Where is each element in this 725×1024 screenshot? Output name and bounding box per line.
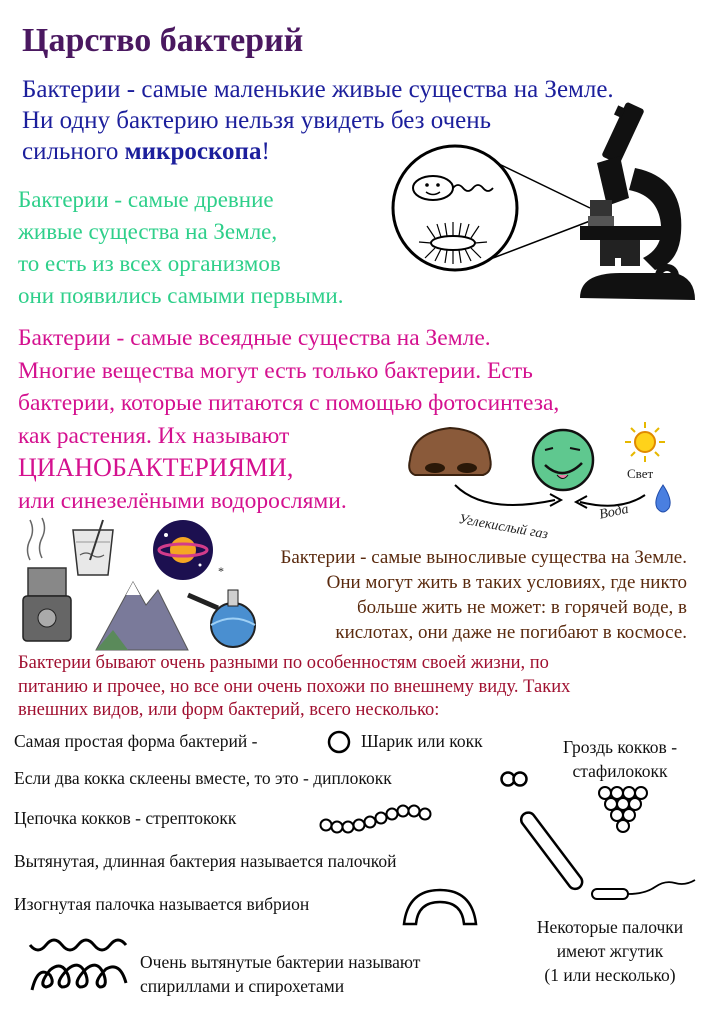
streptococcus-icon xyxy=(318,800,438,835)
photosynthesis-illustration xyxy=(405,420,705,535)
flagellated-rod-icon xyxy=(590,875,700,905)
microscope-illustration xyxy=(385,108,715,313)
ancient-line: они появились самыми первыми. xyxy=(18,283,344,308)
hardy-line: Бактерии - самые выносливые существа на Земле. xyxy=(280,547,687,568)
hardy-text xyxy=(280,545,687,645)
rod-bacterium-icon xyxy=(488,812,563,892)
staphylococcus-label-line-1: Гроздь кокков - xyxy=(562,737,678,757)
boiling-pot-icon xyxy=(23,518,71,641)
nose-icon xyxy=(409,428,491,475)
forms-intro-text xyxy=(18,652,570,723)
intro-line-1: Бактерии - самые маленькие живые существа на Земле. xyxy=(22,76,614,103)
planet-icon xyxy=(153,520,224,580)
svg-text:*: * xyxy=(218,564,224,578)
flagellum-label-line-2: имеют жгутик xyxy=(556,941,664,961)
spirilla-label xyxy=(140,950,420,998)
microscope-word: микроскопа xyxy=(124,138,262,165)
omnivore-line: как растения. Их называют xyxy=(18,422,290,449)
diplococcus-label: Если два кокка склеены вместе, то это - диплококк xyxy=(14,768,392,788)
rod-label: Вытянутая, длинная бактерия называется палочкой xyxy=(14,851,397,871)
flagellum-label-line-1: Некоторые палочки xyxy=(536,917,684,937)
spirilla-label-line-1: Очень вытянутые бактерии называют xyxy=(140,952,421,972)
omnivore-line: Бактерии - самые всеядные существа на Земле. xyxy=(18,325,491,351)
intro-line-3-start: сильного xyxy=(22,138,125,165)
co2-label: Углекислый газ xyxy=(457,512,550,543)
hardy-line: Они могут жить в таких условиях, где никто xyxy=(326,572,687,593)
ancient-line: Бактерии - самые древние xyxy=(18,187,274,212)
acid-glass-icon xyxy=(73,520,113,575)
intro-line-3-end: ! xyxy=(261,138,270,165)
forms-intro-line: внешних видов, или форм бактерий, всего несколько: xyxy=(18,700,440,720)
staphylococcus-label xyxy=(540,735,700,783)
extreme-conditions-illustrations xyxy=(18,520,258,655)
staphylococcus-label-line-2: стафилококк xyxy=(572,761,668,781)
hardy-line: кислотах, они даже не погибают в космосе. xyxy=(335,622,687,643)
diplococcus-icon xyxy=(500,769,530,789)
sun-icon xyxy=(625,422,665,462)
page-title: Царство бактерий xyxy=(22,22,304,59)
streptococcus-label: Цепочка кокков - стрептококк xyxy=(14,808,237,828)
flagellum-label-line-3: (1 или несколько) xyxy=(544,965,676,985)
omnivore-line: или синезелёными водорослями. xyxy=(18,487,347,514)
intro-line-2: Ни одну бактерию нельзя увидеть без очень xyxy=(22,107,492,134)
microscope-icon xyxy=(580,102,695,300)
cyanobacterium-face-icon xyxy=(533,430,593,490)
coccus-icon xyxy=(327,730,351,754)
forms-intro-line: Бактерии бывают очень разными по особенностям своей жизни, по xyxy=(18,653,549,673)
staphylococcus-icon xyxy=(598,786,648,836)
ancient-line: живые существа на Земле, xyxy=(18,219,278,244)
spirilla-icon xyxy=(28,935,138,1000)
ancient-line: то есть из всех организмов xyxy=(18,251,281,276)
flask-icon xyxy=(188,590,255,647)
vibrio-label: Изогнутая палочка называется вибрион xyxy=(14,894,310,914)
magnified-view-circle xyxy=(393,146,517,270)
coccus-name: Шарик или кокк xyxy=(361,731,483,751)
coccus-label: Самая простая форма бактерий - xyxy=(14,731,258,751)
spirilla-label-line-2: спириллами и спирохетами xyxy=(140,976,345,996)
cyanobacteria-heading: ЦИАНОБАКТЕРИЯМИ, xyxy=(18,453,294,482)
mountain-icon xyxy=(96,582,188,650)
vibrio-icon xyxy=(400,886,480,928)
flagellum-label xyxy=(510,915,710,987)
water-drop-icon xyxy=(656,485,670,512)
omnivore-line: бактерии, которые питаются с помощью фотосинтеза, xyxy=(18,390,560,416)
water-label: Вода xyxy=(598,501,630,523)
hardy-line: больше жить не может: в горячей воде, в xyxy=(357,597,687,618)
ancient-text xyxy=(18,184,343,312)
light-label: Свет xyxy=(627,466,654,481)
omnivore-line: Многие вещества могут есть только бактерии. Есть xyxy=(18,357,533,384)
forms-intro-line: питанию и прочее, но все они очень похожи по внешнему виду. Таких xyxy=(18,676,571,697)
